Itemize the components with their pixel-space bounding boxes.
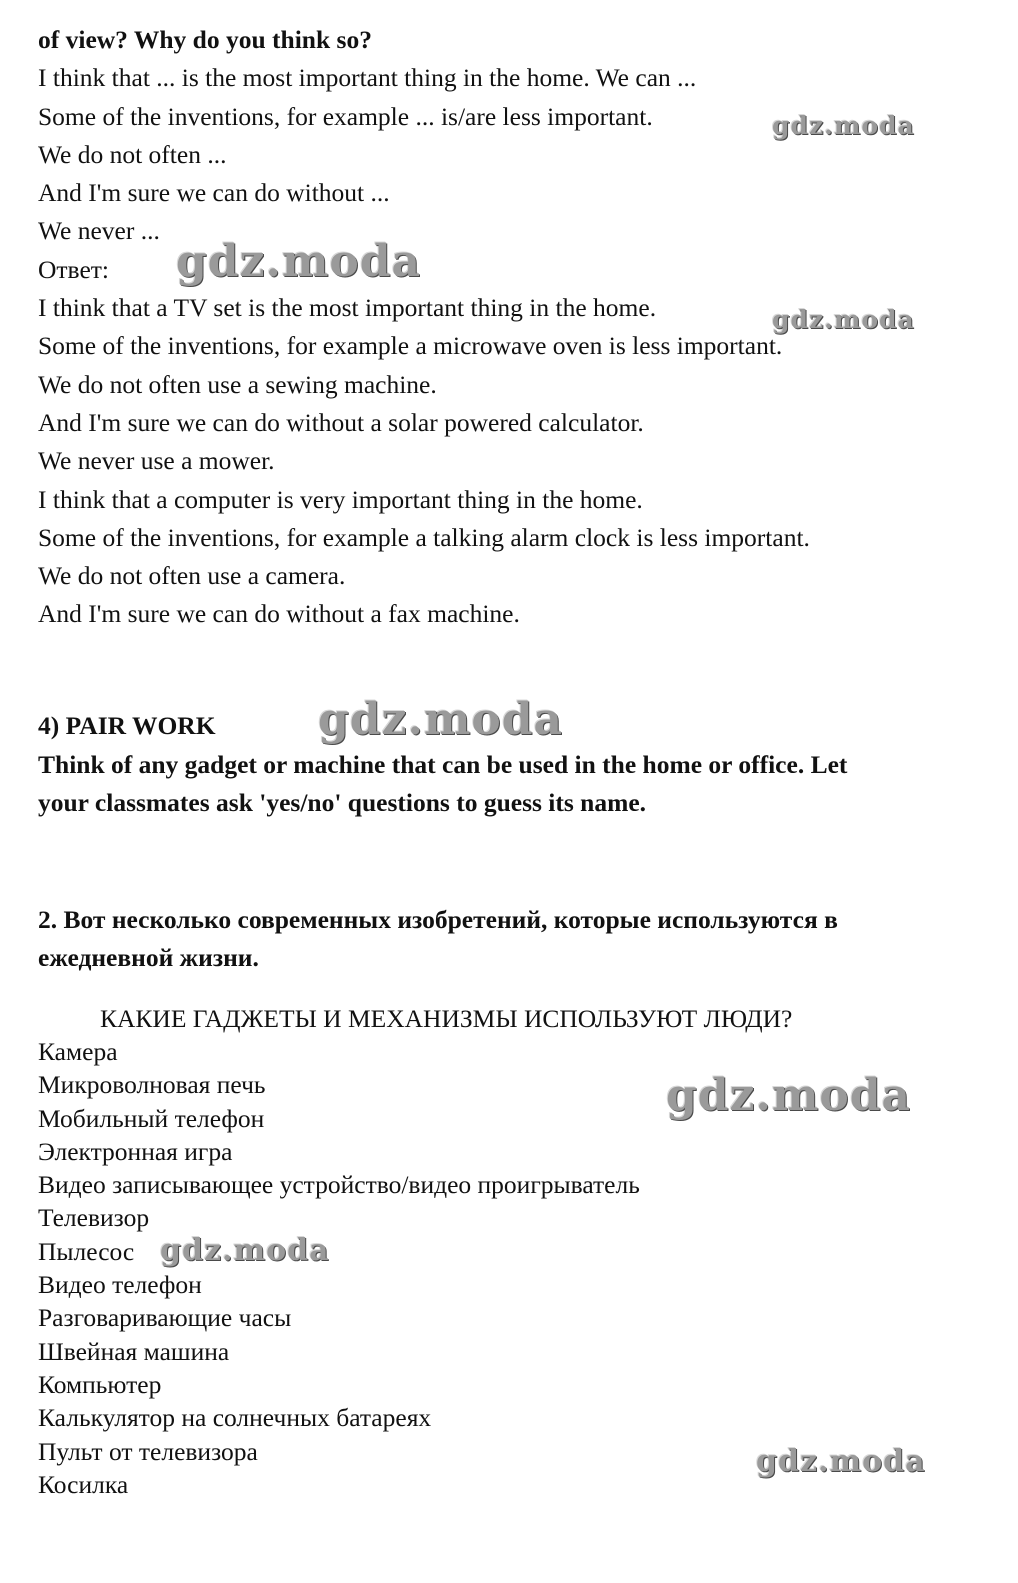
list-item: Камера bbox=[38, 1037, 118, 1066]
watermark: gdz.moda bbox=[176, 236, 422, 287]
top-question: of view? Why do you think so? bbox=[38, 25, 372, 54]
pair-work-task-line: Think of any gadget or machine that can be used in the home or office. Let bbox=[38, 750, 848, 779]
section2-heading: ежедневной жизни. bbox=[38, 943, 259, 972]
watermark: gdz.moda bbox=[756, 1444, 926, 1479]
answer-line: Some of the inventions, for example a talking alarm clock is less important. bbox=[38, 522, 810, 552]
answer-line: And I'm sure we can do without a fax machine. bbox=[38, 599, 520, 629]
pair-work-task-line: your classmates ask 'yes/no' questions to guess its name. bbox=[38, 788, 647, 817]
template-line: Some of the inventions, for example ... is/are less important. bbox=[38, 101, 653, 131]
list-item: Микроволновая печь bbox=[38, 1070, 266, 1100]
list-item: Видео записывающее устройство/видео проигрыватель bbox=[38, 1170, 640, 1200]
list-item: Компьютер bbox=[38, 1369, 162, 1399]
watermark: gdz.moda bbox=[772, 305, 915, 334]
answer-line: We never use a mower. bbox=[38, 446, 275, 476]
template-line: I think that ... is the most important thing in the home. We can ... bbox=[38, 63, 697, 93]
list-item: Косилка bbox=[38, 1469, 129, 1499]
answer-line: And I'm sure we can do without a solar powered calculator. bbox=[38, 407, 644, 437]
answer-line: I think that a TV set is the most important thing in the home. bbox=[38, 293, 657, 323]
list-item: Пылесос bbox=[38, 1236, 135, 1266]
list-item: Калькулятор на солнечных батареях bbox=[38, 1403, 432, 1433]
list-item: Швейная машина bbox=[38, 1336, 230, 1366]
answer-label: Ответ: bbox=[38, 254, 109, 284]
list-item: Разговаривающие часы bbox=[38, 1303, 292, 1333]
pair-work-heading: 4) PAIR WORK bbox=[38, 711, 216, 740]
section2-heading: 2. Вот несколько современных изобретений, которые используются в bbox=[38, 905, 838, 934]
answer-line: Some of the inventions, for example a microwave oven is less important. bbox=[38, 331, 783, 361]
template-line: We do not often ... bbox=[38, 139, 227, 169]
answer-line: We do not often use a sewing machine. bbox=[38, 369, 437, 399]
list-item: Телевизор bbox=[38, 1203, 150, 1233]
list-item: Видео телефон bbox=[38, 1270, 202, 1300]
answer-line: We do not often use a camera. bbox=[38, 561, 346, 591]
template-line: And I'm sure we can do without ... bbox=[38, 178, 390, 208]
watermark: gdz.moda bbox=[318, 694, 564, 745]
watermark: gdz.moda bbox=[160, 1233, 330, 1268]
watermark: gdz.moda bbox=[666, 1070, 912, 1121]
section2-subtitle: КАКИЕ ГАДЖЕТЫ И МЕХАНИЗМЫ ИСПОЛЬЗУЮТ ЛЮДИ? bbox=[100, 1004, 793, 1033]
list-item: Электронная игра bbox=[38, 1136, 233, 1166]
template-line: We never ... bbox=[38, 216, 160, 246]
answer-line: I think that a computer is very important thing in the home. bbox=[38, 484, 643, 514]
list-item: Мобильный телефон bbox=[38, 1103, 265, 1133]
watermark: gdz.moda bbox=[772, 111, 915, 140]
list-item: Пульт от телевизора bbox=[38, 1436, 258, 1466]
